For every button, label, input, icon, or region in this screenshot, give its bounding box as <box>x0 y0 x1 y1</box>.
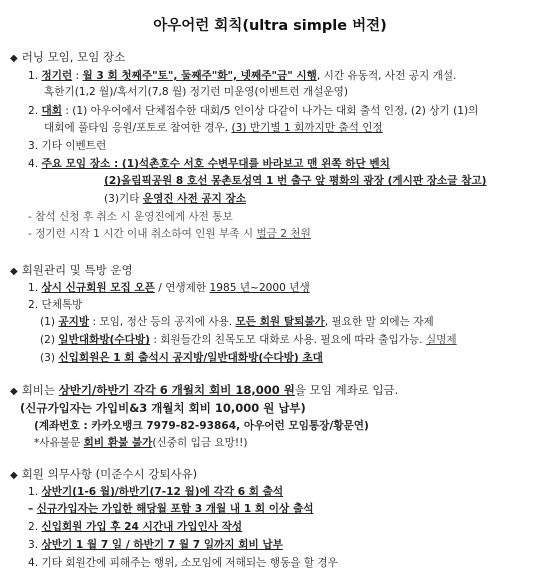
section-duties-heading: ◆ 회원 의무사항 (미준수시 강퇴사유) <box>10 467 198 481</box>
diamond-bullet-icon: ◆ <box>10 53 18 64</box>
competition-item-cont: 대회에 풀타임 응원/포토로 참여한 경우, (3) 반기별 1 회까지만 출석 인정 <box>44 122 383 134</box>
fee-deadline: 3. 상반기 1 월 7 일 / 하반기 7 월 7 일까지 회비 납부 <box>28 539 283 551</box>
attendance-requirement: 1. 상반기(1-6 월)/하반기(7-12 월)에 각각 6 회 출석 <box>28 486 284 498</box>
meeting-place-olympic-park: (2)올림픽공원 8 호선 몽촌토성역 1 번 출구 앞 평화의 광장 (게시판 장소글 참고) <box>104 175 487 187</box>
notice-room-item: (1) 공지방 : 모임, 정산 등의 공지에 사용. 모든 회원 탈퇴불가, 필요한 말 외에는 자제 <box>40 316 434 328</box>
event-run-item: 3. 기타 이벤트런 <box>28 140 107 152</box>
meeting-place-other: (3)기타 운영진 사전 공지 장소 <box>104 193 247 205</box>
chat-room-item: (2) 일반대화방(수다방) : 회원들간의 친목도모 대화로 사용. 필요에 따라 출입가능. 실명제 <box>40 334 457 346</box>
competition-item: 2. 대회 : (1) 아우어에서 단체접수한 대회/5 인이상 다같이 나가는 대회 출석 인정, (2) 상기 (1)의 <box>28 105 479 117</box>
new-member-invite-item: (3) 신입회원은 1 회 출석시 공지방/일반대화방(수다방) 초대 <box>40 352 323 364</box>
regular-run-season-note: 혹한기(1,2 월)/혹서기(7,8 월) 정기런 미운영(이벤트런 개설운영) <box>44 86 349 98</box>
cancel-notice: - 참석 신청 후 취소 시 운영진에게 사전 통보 <box>28 211 233 223</box>
diamond-bullet-icon: ◆ <box>10 266 18 277</box>
section-membership-heading: ◆ 회원관리 및 특방 운영 <box>10 263 133 277</box>
diamond-bullet-icon: ◆ <box>10 386 18 397</box>
group-chat-item: 2. 단체톡방 <box>28 299 83 311</box>
regular-run-item: 1. 정기런 : 월 3 회 첫째주"토", 둘째주"화", 넷째주"금" 시행, 시간 유동적, 사전 공지 개설. <box>28 70 457 82</box>
greeting-requirement: 2. 신입회원 가입 후 24 시간내 가입인사 작성 <box>28 521 243 533</box>
section-running-heading: ◆ 러닝 모임, 모임 장소 <box>10 50 126 64</box>
recruitment-item: 1. 상시 신규회원 모집 오픈 / 연생제한 1985 년~2000 년생 <box>28 282 310 294</box>
misconduct-clause: 4. 기타 회원간에 피해주는 행위, 소모임에 저해되는 행동을 할 경우 <box>28 557 338 569</box>
document-title: 아우어런 회칙(ultra simple 버젼) <box>153 18 387 34</box>
cancel-penalty: - 정기런 시작 1 시간 이내 취소하여 인원 부족 시 벌금 2 천원 <box>28 228 311 240</box>
bank-account: (계좌번호 : 카카오뱅크 7979-82-93864, 아우어런 모임통장/황문연) <box>34 420 369 432</box>
meeting-place-item: 4. 주요 모임 장소 : (1)석촌호수 서호 수변무대를 바라보고 맨 왼쪽 하단 벤치 <box>28 158 390 170</box>
diamond-bullet-icon: ◆ <box>10 470 18 481</box>
new-member-fee: (신규가입자는 가입비&3 개월치 회비 10,000 원 납부) <box>20 401 306 415</box>
fee-paragraph: ◆ 회비는 상반기/하반기 각각 6 개월치 회비 18,000 원을 모임 계좌로 입금. <box>10 383 399 397</box>
no-refund-notice: *사유불문 회비 환불 불가(신중히 입금 요망!!) <box>34 437 248 449</box>
new-member-attendance: – 신규가입자는 가입한 해당월 포함 3 개월 내 1 회 이상 출석 <box>28 503 314 515</box>
